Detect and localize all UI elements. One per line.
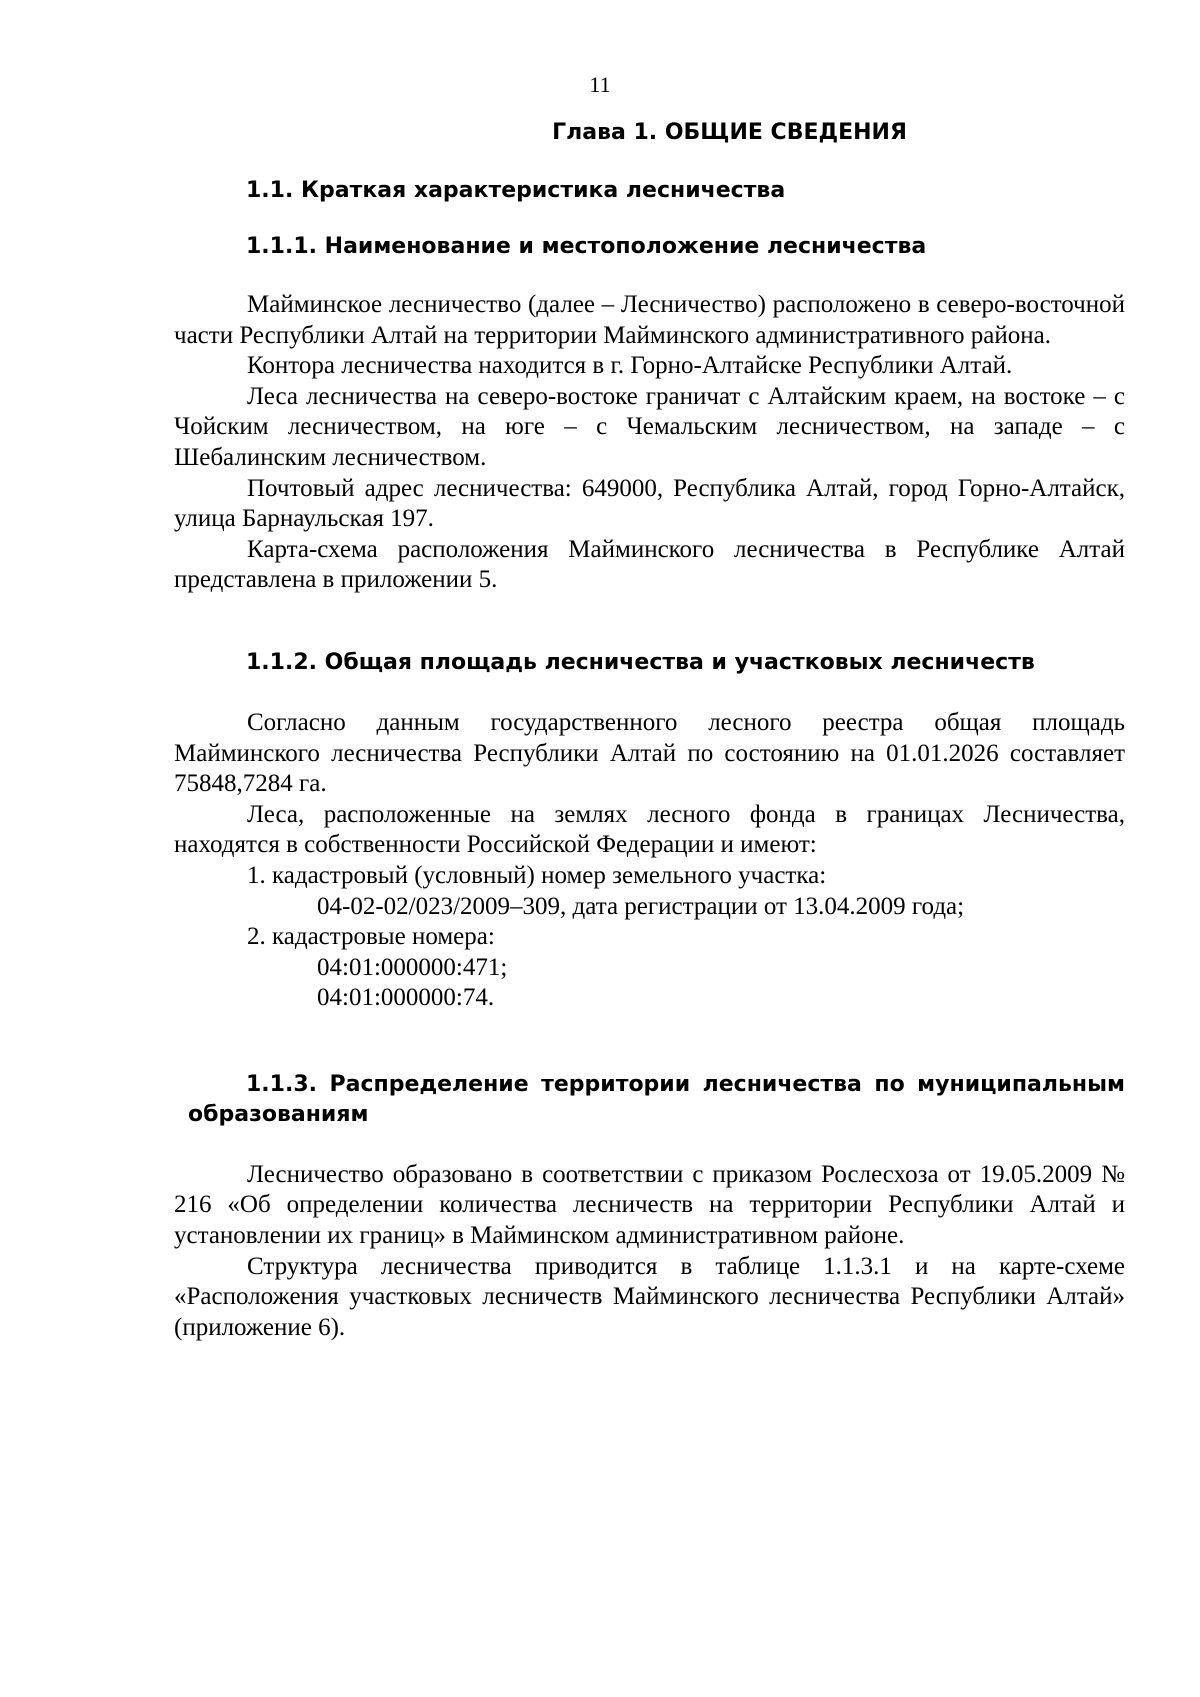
chapter-title: Глава 1. ОБЩИЕ СВЕДЕНИЯ (552, 120, 907, 145)
list-item-2: 2. кадастровые номера: (247, 923, 495, 951)
paragraph-total-area: Согласно данным государственного лесного реестра общая площадь Майминского лесничества Республики Алтай по состоянию на 01.01.2026 составляет 75848,7284 га. (174, 708, 1125, 798)
paragraph-location: Майминское лесничество (далее – Лесничество) расположено в северо-восточной части Республики Алтай на территории Майминского административного района. (174, 291, 1125, 349)
list-item-1-detail: 04-02-02/023/2009–309, дата регистрации от 13.04.2009 года; (317, 892, 965, 920)
section-1-1-1-title: 1.1.1. Наименование и местоположение лесничества (246, 234, 927, 259)
page-content (174, 118, 1125, 1343)
section-1-1-title: 1.1. Краткая характеристика лесничества (246, 178, 786, 203)
paragraph-structure: Структура лесничества приводится в таблице 1.1.3.1 и на карте-схеме «Расположения участковых лесничеств Майминского лесничества Республики Алтай» (приложение 6). (174, 1252, 1125, 1341)
page-number: 11 (589, 72, 611, 97)
list-item-2-detail-2: 04:01:000000:74. (317, 984, 495, 1012)
paragraph-map-reference: Карта-схема расположения Майминского лесничества в Республике Алтай представлена в приложении 5. (174, 535, 1125, 594)
paragraph-borders: Леса лесничества на северо-востоке граничат с Алтайским краем, на востоке – с Чойским лесничеством, на юге – с Чемальским лесничеством, на западе – с Шебалинским лесничеством. (174, 382, 1125, 471)
list-item-1: 1. кадастровый (условный) номер земельного участка: (247, 861, 827, 889)
paragraph-office: Контора лесничества находится в г. Горно-Алтайске Республики Алтай. (247, 352, 1013, 380)
paragraph-establishment: Лесничество образовано в соответствии с приказом Рослесхоза от 19.05.2009 № 216 «Об определении количества лесничеств на территории Республики Алтай и установлении их границ» в Майминском административном районе. (174, 1160, 1125, 1250)
section-1-1-3-title-line-2: образованиям (188, 1101, 369, 1127)
section-1-1-2-title: 1.1.2. Общая площадь лесничества и участковых лесничеств (246, 649, 1035, 675)
section-1-1-3-title-line-1: 1.1.3. Распределение территории лесничества по муниципальным (246, 1071, 1125, 1097)
paragraph-postal-address: Почтовый адрес лесничества: 649000, Республика Алтай, город Горно-Алтайск, улица Барнаульская 197. (174, 474, 1125, 533)
paragraph-ownership: Леса, расположенные на землях лесного фонда в границах Лесничества, находятся в собственности Российской Федерации и имеют: (174, 800, 1125, 859)
list-item-2-detail-1: 04:01:000000:471; (317, 953, 508, 981)
